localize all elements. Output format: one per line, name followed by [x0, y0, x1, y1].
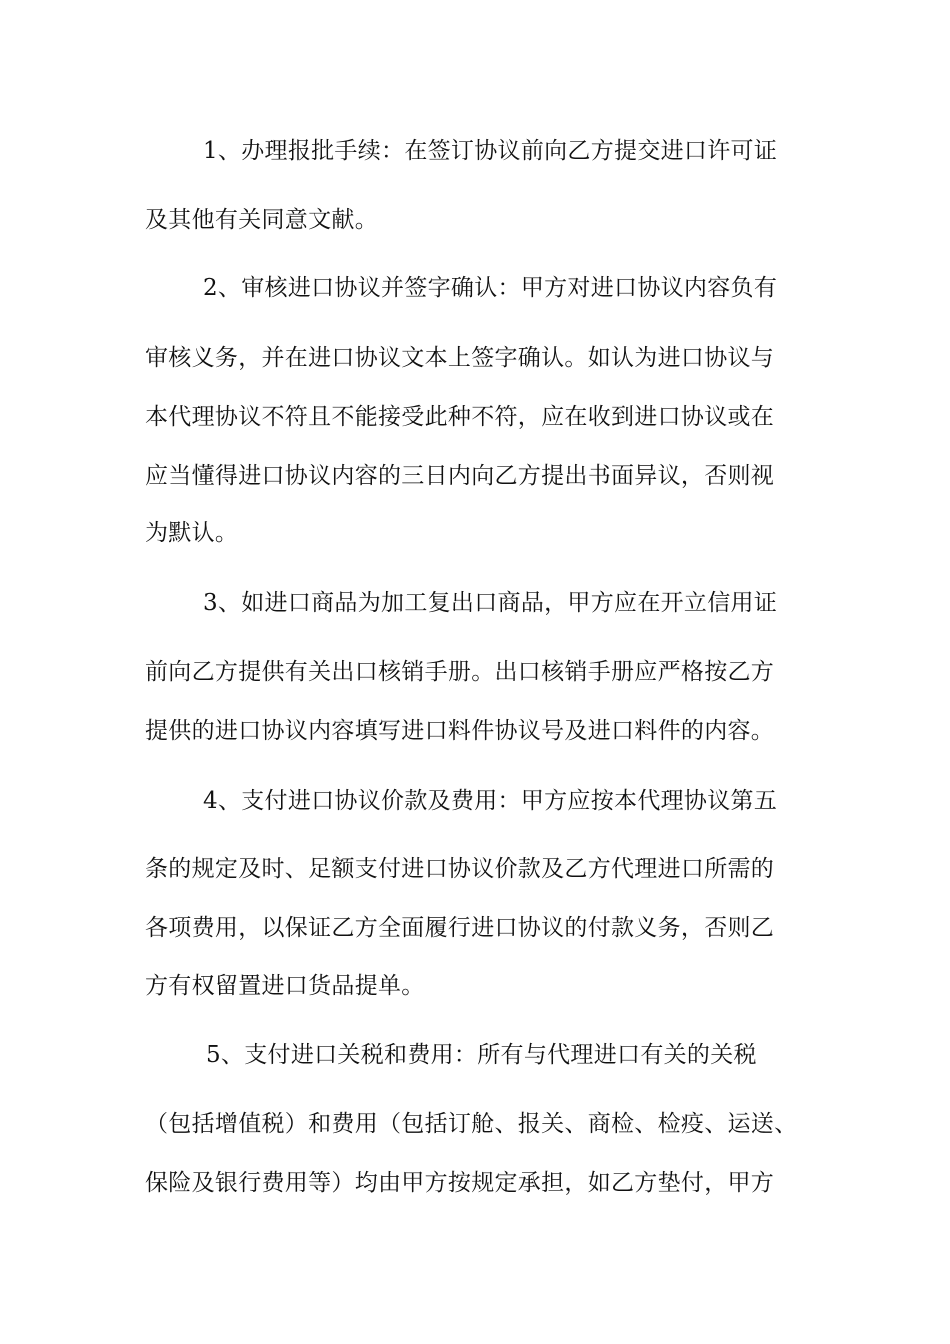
paragraph-1-line-2: 及其他有关同意文献。 [145, 207, 378, 233]
paragraph-2-line-5: 为默认。 [145, 520, 239, 546]
paragraph-3-line-3: 提供的进口协议内容填写进口料件协议号及进口料件的内容。 [145, 718, 775, 744]
paragraph-3-line-2: 前向乙方提供有关出口核销手册。出口核销手册应严格按乙方 [145, 659, 775, 685]
paragraph-2-line-4: 应当懂得进口协议内容的三日内向乙方提出书面异议，否则视 [145, 463, 775, 489]
paragraph-3-line-1: 3、如进口商品为加工复出口商品，甲方应在开立信用证 [203, 590, 778, 616]
paragraph-2-line-1: 2、审核进口协议并签字确认：甲方对进口协议内容负有 [203, 275, 778, 301]
paragraph-4-line-3: 各项费用，以保证乙方全面履行进口协议的付款义务，否则乙 [145, 915, 775, 941]
paragraph-2-line-2: 审核义务，并在进口协议文本上签字确认。如认为进口协议与 [145, 345, 775, 371]
paragraph-2-line-3: 本代理协议不符且不能接受此种不符，应在收到进口协议或在 [145, 404, 775, 430]
paragraph-1-line-1: 1、办理报批手续：在签订协议前向乙方提交进口许可证 [203, 138, 778, 164]
paragraph-5-line-1: 5、支付进口关税和费用：所有与代理进口有关的关税 [206, 1042, 757, 1068]
paragraph-5-line-3: 保险及银行费用等）均由甲方按规定承担，如乙方垫付，甲方 [145, 1170, 775, 1196]
paragraph-4-line-1: 4、支付进口协议价款及费用：甲方应按本代理协议第五 [203, 788, 778, 814]
paragraph-5-line-2: （包括增值税）和费用（包括订舱、报关、商检、检疫、运送、 [145, 1111, 798, 1137]
paragraph-4-line-2: 条的规定及时、足额支付进口协议价款及乙方代理进口所需的 [145, 856, 775, 882]
paragraph-4-line-4: 方有权留置进口货品提单。 [145, 973, 425, 999]
